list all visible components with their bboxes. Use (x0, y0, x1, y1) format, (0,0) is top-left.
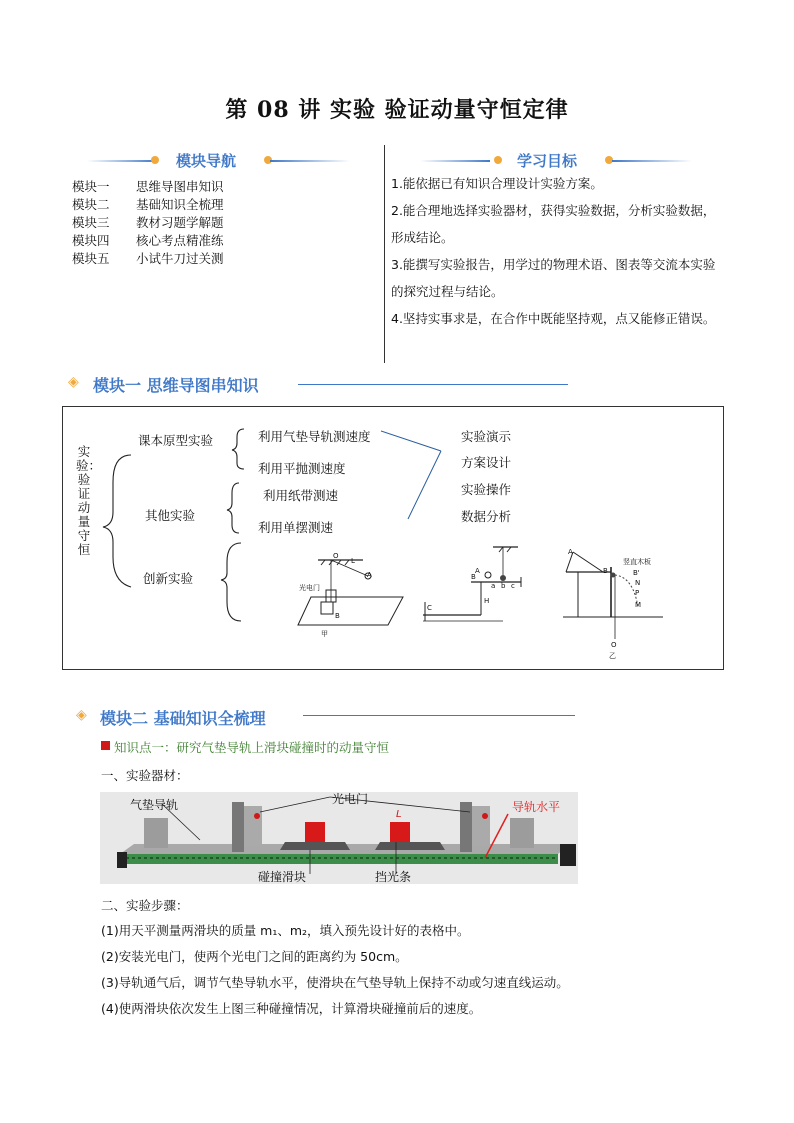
fig-label: O (611, 641, 617, 649)
goal-line-left (420, 160, 490, 162)
fig-label: 竖直木板 (623, 558, 651, 566)
fig-label: 甲 (321, 630, 328, 638)
branch-item: 利用单摆测速 (258, 520, 334, 535)
nav-item[interactable]: 模块三 教材习题学解题 (72, 215, 224, 230)
module1-header: 模块一 思维导图串知识 (93, 376, 259, 395)
fig-label: B (471, 573, 476, 581)
goal-item: 2.能合理地选择实验器材，获得实验数据，分析实验数据，形成结论。 (391, 203, 716, 245)
module-nav-list (72, 178, 224, 268)
branch-item: 利用气垫导轨测速度 (258, 429, 371, 444)
nav-item[interactable]: 模块一 思维导图串知识 (72, 179, 224, 194)
nav-item[interactable]: 模块四 核心考点精准练 (72, 233, 224, 248)
apparatus-image (100, 792, 578, 884)
fig-label: H (484, 597, 490, 605)
fig-label: B' (633, 569, 640, 577)
label-l: L (396, 809, 402, 820)
fig-label: a (491, 582, 496, 590)
nav-item[interactable]: 模块五 小试牛刀过关测 (72, 251, 224, 266)
fig-label: B (603, 567, 608, 575)
module1-rule (298, 384, 568, 385)
fig-label: L (351, 557, 355, 565)
module2-header: 模块二 基础知识全梳理 (100, 709, 266, 728)
goal-line-right (612, 160, 692, 162)
step-line: (1)用天平测量两滑块的质量 m₁、m₂，填入预先设计好的表格中。 (101, 923, 470, 938)
step-item: 方案设计 (461, 455, 512, 470)
step-item: 数据分析 (461, 509, 512, 524)
branch-other: 其他实验 (145, 508, 196, 523)
step-item: 实验操作 (461, 482, 512, 497)
mind-map-center: 实验：验证动量守恒 (76, 444, 102, 557)
goal-item: 1.能依据已有知识合理设计实验方案。 (391, 176, 603, 191)
goals-header: 学习目标 (517, 152, 578, 170)
label-gate: 光电门 (332, 792, 369, 806)
red-square-icon (101, 741, 110, 750)
steps-list (101, 918, 569, 1022)
nav-item[interactable]: 模块二 基础知识全梳理 (72, 197, 224, 212)
label-strip: 挡光条 (375, 870, 412, 884)
diamond-icon: ◈ (76, 707, 87, 723)
module2-rule (303, 715, 575, 716)
label-rail: 气垫导轨 (130, 798, 179, 812)
branch-innovation: 创新实验 (143, 571, 194, 586)
step-line: (2)安装光电门，使两个光电门之间的距离约为 50cm。 (101, 949, 408, 964)
fig-label: A (568, 548, 573, 556)
fig-label: C (427, 604, 432, 612)
step-line: (4)使两滑块依次发生上图三种碰撞情况，计算滑块碰撞前后的速度。 (101, 1001, 482, 1016)
knowledge-point-1: 知识点一：研究气垫导轨上滑块碰撞时的动量守恒 (114, 740, 390, 755)
fig-label: 乙 (609, 652, 616, 660)
branch-item: 利用平抛测速度 (258, 461, 346, 476)
fig-label: c (511, 582, 515, 590)
materials-title: 一、实验器材： (101, 768, 189, 783)
fig-label: A (475, 567, 480, 575)
nav-header: 模块导航 (176, 152, 237, 170)
fig-label: A (367, 571, 372, 579)
nav-line-left (87, 160, 157, 162)
goal-item: 4.坚持实事求是，在合作中既能坚持观，点又能修正错误。 (391, 311, 716, 326)
figure-track (423, 547, 521, 621)
nav-dot-left (151, 156, 159, 164)
fig-label: P (635, 589, 640, 597)
fig-label: B (335, 612, 340, 620)
branch-textbook: 课本原型实验 (138, 433, 214, 448)
fig-label: M (635, 601, 642, 609)
fig-label: 光电门 (299, 584, 320, 592)
page-title: 第 08 讲 实验 验证动量守恒定律 (225, 97, 569, 123)
diamond-icon: ◈ (68, 374, 79, 390)
goals-list (391, 170, 723, 332)
goal-item: 3.能撰写实验报告，用学过的物理术语、图表等交流本实验的探究过程与结论。 (391, 257, 716, 299)
label-level: 导轨水平 (512, 800, 561, 814)
fig-label: b (501, 582, 506, 590)
fig-label: O (333, 552, 339, 560)
nav-line-right (270, 160, 350, 162)
step-item: 实验演示 (461, 429, 512, 444)
fig-label: N (635, 579, 641, 587)
step-line: (3)导轨通气后，调节气垫导轨水平，使滑块在气垫导轨上保持不动或匀速直线运动。 (101, 975, 569, 990)
label-slider: 碰撞滑块 (258, 870, 307, 884)
branch-item: 利用纸带测速 (263, 488, 339, 503)
goal-dot-left (494, 156, 502, 164)
column-divider (384, 145, 385, 363)
mind-map-box (62, 406, 724, 670)
steps-title: 二、实验步骤： (101, 898, 189, 913)
